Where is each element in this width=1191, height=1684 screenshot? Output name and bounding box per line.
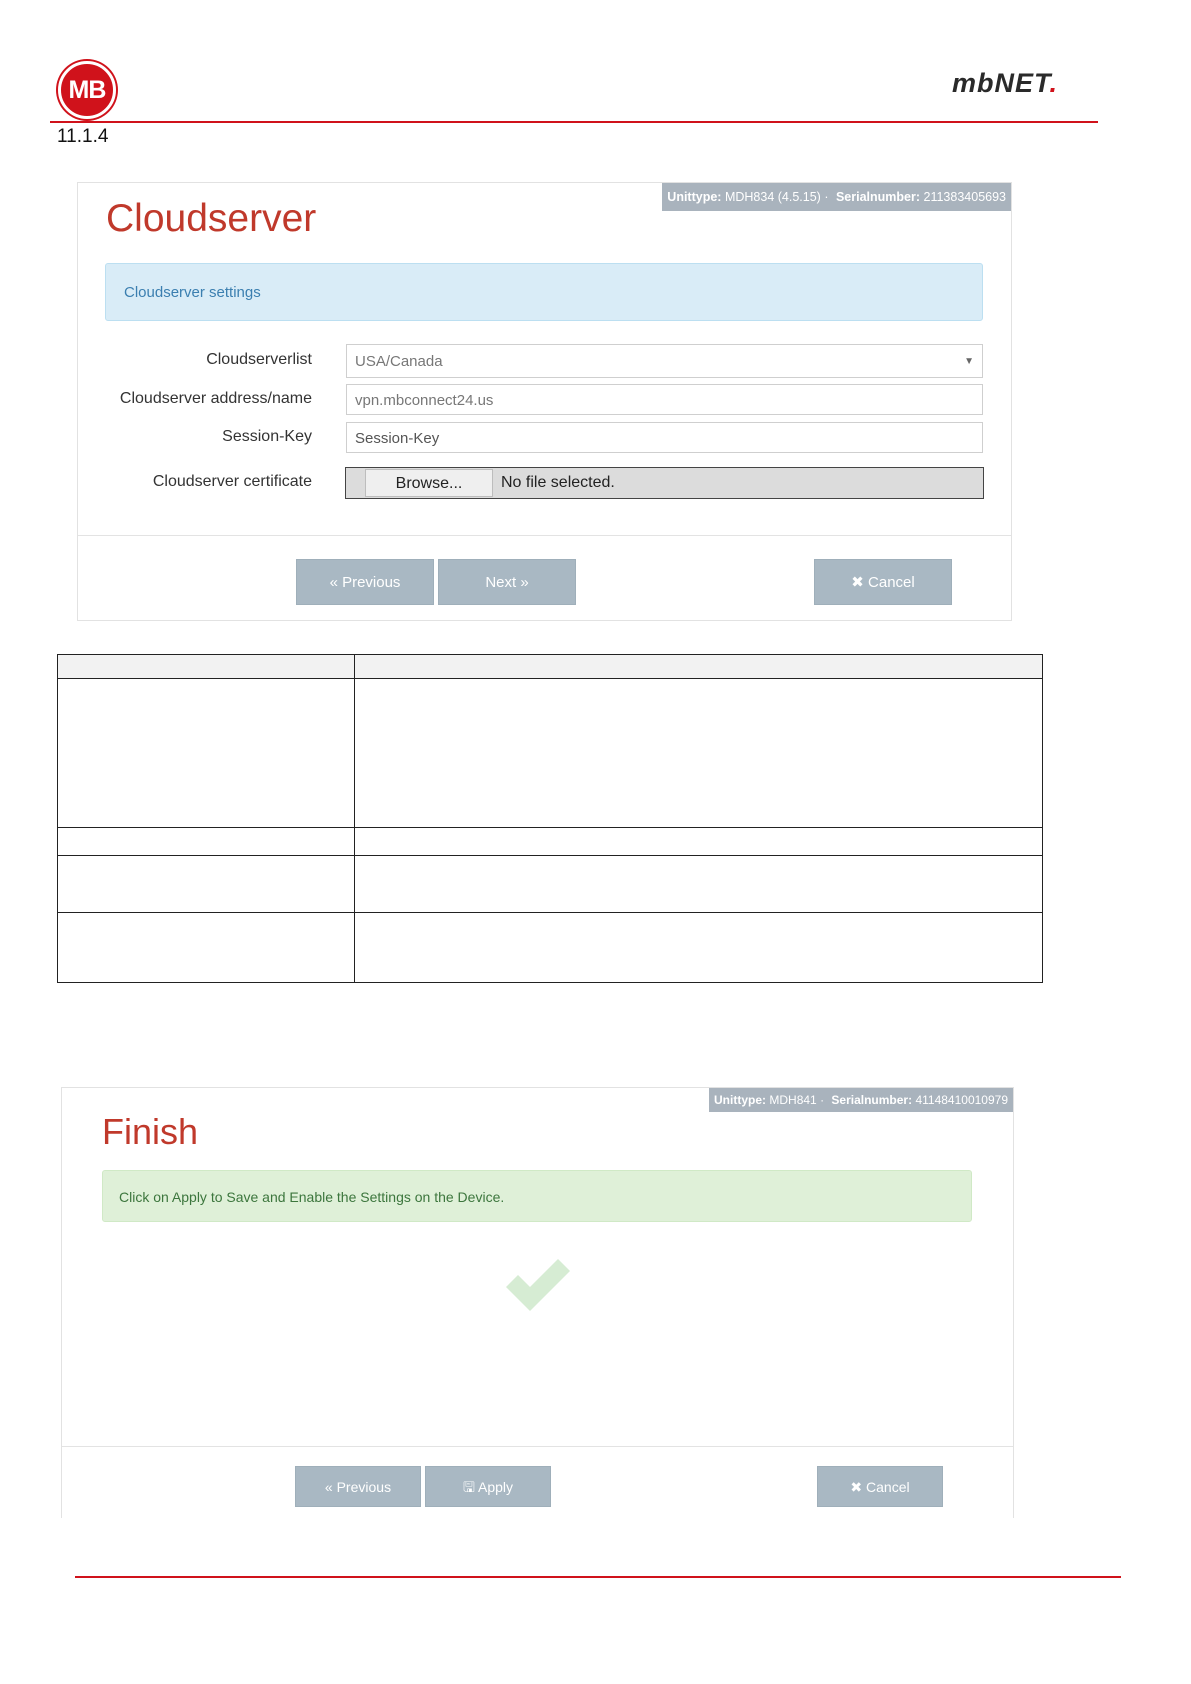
- file-status: No file selected.: [501, 474, 615, 491]
- certificate-label: Cloudserver certificate: [152, 473, 312, 490]
- address-value: vpn.mbconnect24.us: [355, 392, 494, 409]
- finish-info-text: Click on Apply to Save and Enable the Settings on the Device.: [119, 1189, 505, 1205]
- table-cell: [58, 655, 355, 679]
- cancel-button[interactable]: ✖ Cancel: [814, 559, 952, 605]
- section-number: 11.1.4: [57, 126, 109, 147]
- table-cell: [355, 856, 1043, 913]
- finish-unit-badge: Unittype: MDH841 · Serialnumber: 41148410010979: [709, 1088, 1013, 1112]
- address-label: Cloudserver address/name: [119, 390, 312, 407]
- finish-panel: [61, 1087, 1014, 1518]
- footer-divider: [78, 535, 1011, 536]
- table-cell: [58, 679, 355, 828]
- serialnumber-label: Serialnumber:: [831, 1093, 913, 1107]
- checkmark-shape: [506, 1259, 570, 1311]
- cloudserverlist-value: USA/Canada: [355, 353, 443, 370]
- address-input[interactable]: [346, 384, 983, 415]
- table-cell: [58, 856, 355, 913]
- mb-logo: MB: [58, 61, 116, 119]
- cloudserver-unit-badge: Unittype: MDH834 (4.5.15) · Serialnumber: 211383405693: [662, 183, 1011, 211]
- table-row: [58, 856, 1043, 913]
- browse-button[interactable]: Browse...: [365, 469, 493, 497]
- page-title: Cloudserver: [106, 197, 317, 240]
- cloudserver-panel: [77, 182, 1012, 621]
- chevron-down-icon: ▼: [964, 356, 974, 367]
- table-cell: [58, 913, 355, 983]
- table-row: [58, 913, 1043, 983]
- unittype-label: Unittype:: [667, 190, 722, 204]
- serialnumber-value: 211383405693: [923, 190, 1006, 204]
- certificate-file-input[interactable]: [345, 467, 984, 499]
- footer-rule: [75, 1576, 1121, 1578]
- mbnet-logo-text: mbNET: [952, 68, 1050, 98]
- mbnet-logo: [952, 66, 1104, 100]
- table-cell: [355, 679, 1043, 828]
- serialnumber-label: Serialnumber:: [835, 190, 921, 204]
- finish-info-box: [102, 1170, 972, 1222]
- footer-divider: [62, 1446, 1013, 1447]
- settings-info-box: [105, 263, 983, 321]
- cloudserverlist-select[interactable]: [346, 344, 983, 378]
- table-cell: [355, 913, 1043, 983]
- cloudserverlist-label: Cloudserverlist: [206, 351, 312, 368]
- next-button[interactable]: Next »: [438, 559, 576, 605]
- unittype-value: MDH841: [769, 1093, 817, 1107]
- unittype-label: Unittype:: [714, 1093, 767, 1107]
- page-title: Finish: [102, 1111, 199, 1152]
- table-cell: [58, 828, 355, 856]
- table-header-row: [58, 655, 1043, 679]
- session-key-input[interactable]: [346, 422, 983, 453]
- session-key-placeholder: Session-Key: [355, 430, 440, 447]
- cancel-button[interactable]: ✖ Cancel: [817, 1466, 943, 1507]
- table-row: [58, 828, 1043, 856]
- header-rule: [50, 121, 1098, 123]
- table-row: [58, 679, 1043, 828]
- mbnet-logo-mark: .: [1049, 68, 1059, 98]
- previous-button[interactable]: « Previous: [295, 1466, 421, 1507]
- session-key-label: Session-Key: [222, 428, 312, 445]
- settings-info-text: Cloudserver settings: [124, 284, 261, 301]
- apply-button[interactable]: 🖫 Apply: [425, 1466, 551, 1507]
- checkmark-icon: [502, 1255, 574, 1313]
- previous-button[interactable]: « Previous: [296, 559, 434, 605]
- table-cell: [355, 828, 1043, 856]
- table-cell: [355, 655, 1043, 679]
- unittype-value: MDH834 (4.5.15): [724, 190, 821, 204]
- description-table: [57, 654, 1043, 983]
- serialnumber-value: 41148410010979: [915, 1093, 1008, 1107]
